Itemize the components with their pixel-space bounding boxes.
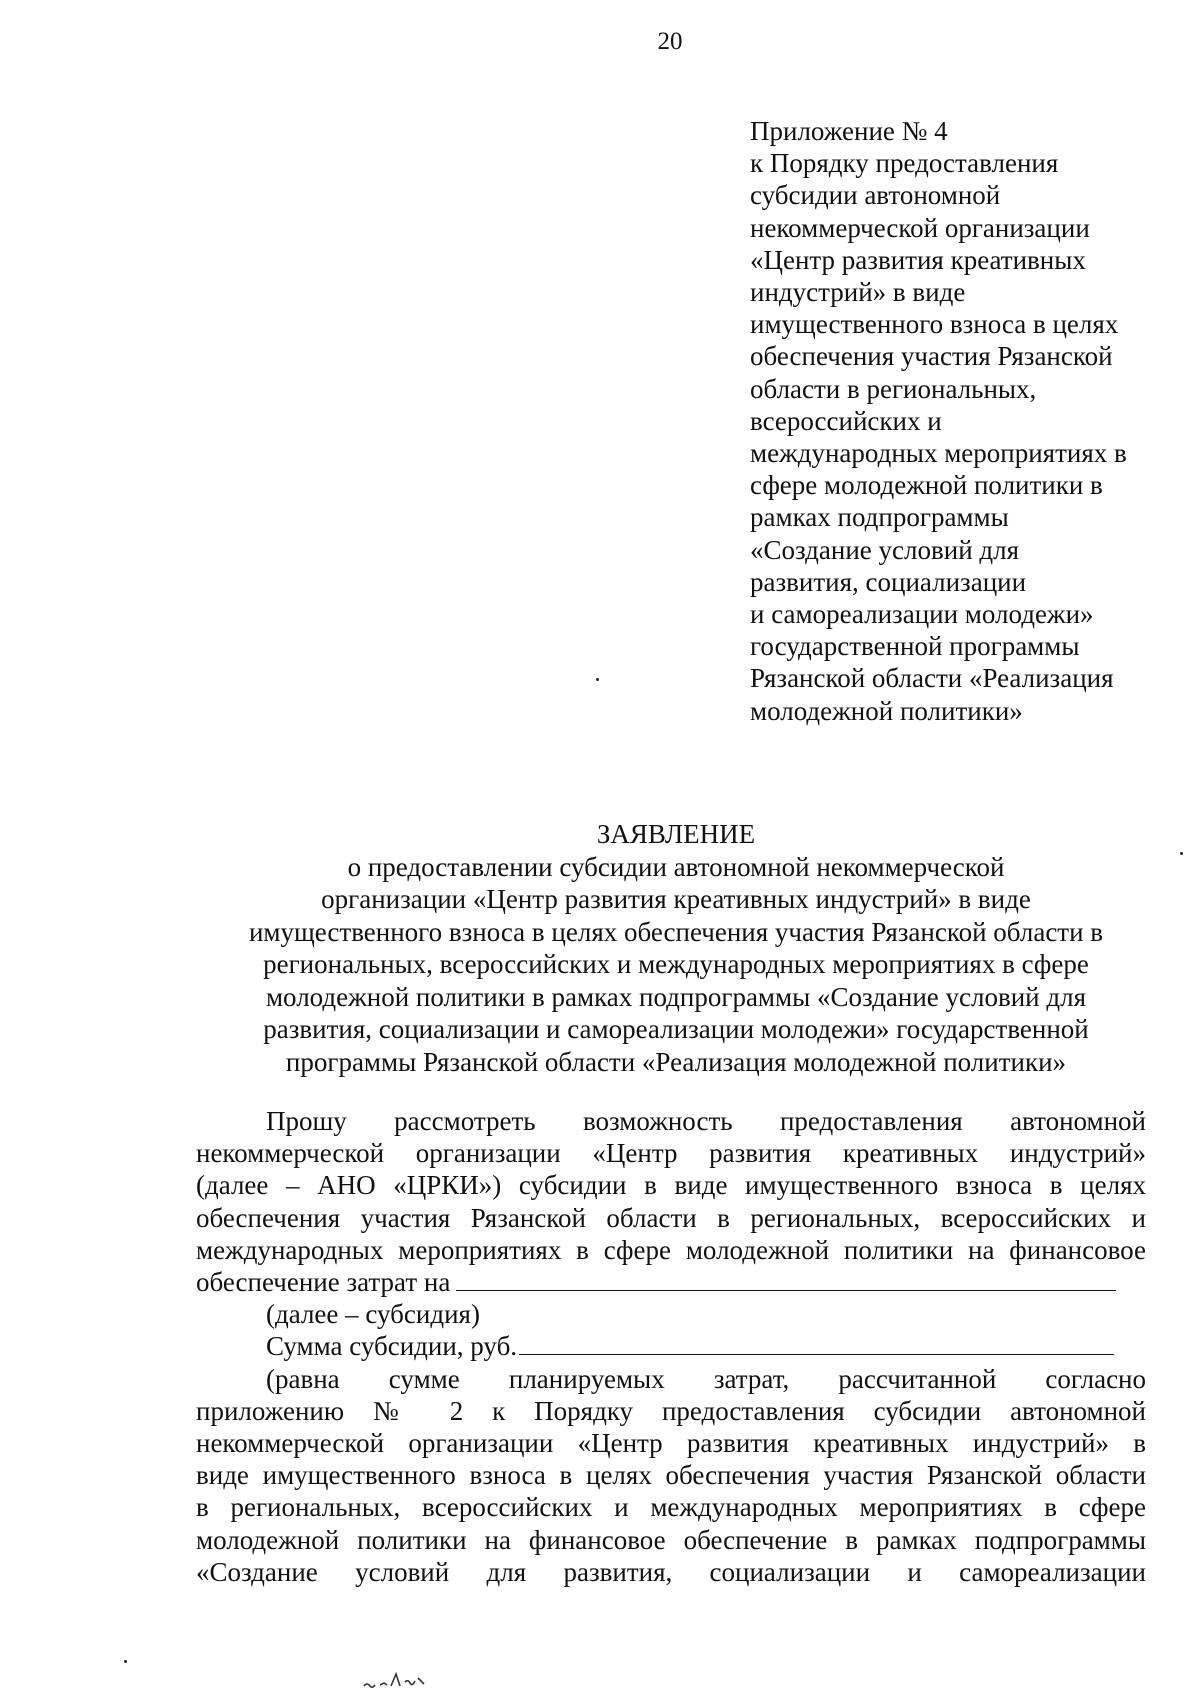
statement-subtitle-line: программы Рязанской области «Реализация молодежной политики»: [285, 1046, 1067, 1077]
body-line: «Создание условий для развития, социализации и самореализации: [196, 1556, 1146, 1587]
appendix-line: «Создание условий для: [750, 534, 1020, 565]
appendix-line: Рязанской области «Реализация: [750, 663, 1114, 694]
statement-title-block: [196, 818, 1156, 1078]
costs-label: обеспечение затрат на: [196, 1267, 451, 1298]
statement-subtitle-line: молодежной политики в рамках подпрограммы «Создание условий для: [265, 981, 1087, 1012]
body-line: приложению № 2 к Порядку предоставления субсидии автономной: [196, 1395, 1146, 1426]
sum-label: Сумма субсидии, руб.: [266, 1331, 518, 1362]
appendix-line: Приложение № 4: [750, 116, 948, 146]
statement-title: ЗАЯВЛЕНИЕ: [596, 819, 756, 849]
sum-row: [196, 1330, 1146, 1362]
body-line: молодежной политики на финансовое обеспечение в рамках подпрограммы: [196, 1524, 1146, 1555]
statement-subtitle-line: организации «Центр развития креативных индустрий» в виде: [321, 884, 1031, 914]
scan-speck: [596, 678, 599, 681]
body-line: международных мероприятиях в сфере молодежной политики на финансовое: [196, 1234, 1146, 1265]
appendix-header: [750, 115, 1190, 727]
statement-subtitle-line: о предоставлении субсидии автономной некоммерческой: [347, 851, 1005, 882]
body-line: в региональных, всероссийских и международных мероприятиях в сфере: [196, 1492, 1146, 1523]
scan-speck: [124, 1660, 127, 1663]
appendix-line: субсидии автономной: [750, 180, 1001, 211]
body-line: некоммерческой организации «Центр развития креативных индустрий» в: [196, 1428, 1146, 1459]
body-line: некоммерческой организации «Центр развития креативных индустрий»: [196, 1138, 1146, 1169]
costs-blank-line[interactable]: [456, 1266, 1116, 1291]
sum-blank-line[interactable]: [519, 1330, 1114, 1355]
appendix-line: развития, социализации: [750, 566, 1027, 597]
appendix-line: рамках подпрограммы: [750, 502, 1009, 533]
appendix-line: области в региональных,: [750, 373, 1037, 404]
appendix-line: сфере молодежной политики в: [750, 470, 1103, 501]
body-line: виде имущественного взноса в целях обеспечения участия Рязанской области: [196, 1460, 1146, 1491]
subsidy-note: (далее – субсидия): [266, 1299, 480, 1330]
body-line: (далее – АНО «ЦРКИ») субсидии в виде имущественного взноса в целях: [196, 1170, 1146, 1201]
appendix-line: индустрий» в виде: [750, 277, 966, 308]
statement-subtitle-line: региональных, всероссийских и международных мероприятиях в сфере: [263, 949, 1089, 979]
statement-subtitle-line: развития, социализации и самореализации молодежи» государственной: [263, 1014, 1089, 1044]
appendix-line: всероссийских и: [750, 405, 942, 436]
appendix-line: молодежной политики»: [750, 695, 1023, 726]
appendix-line: некоммерческой организации: [750, 212, 1090, 243]
body-line: Прошу рассмотреть возможность предоставления автономной: [266, 1106, 1146, 1136]
statement-subtitle-line: имущественного взноса в целях обеспечения участия Рязанской области в: [248, 916, 1104, 947]
body-line: (равна сумме планируемых затрат, рассчитанной согласно: [266, 1363, 1146, 1394]
costs-row: [196, 1266, 1146, 1298]
appendix-line: обеспечения участия Рязанской: [750, 341, 1113, 372]
handwritten-mark: [360, 1670, 430, 1694]
statement-body: [196, 1105, 1146, 1588]
scan-speck: [1180, 852, 1183, 855]
appendix-line: международных мероприятиях в: [750, 438, 1127, 469]
appendix-line: «Центр развития креативных: [750, 244, 1086, 275]
appendix-line: имущественного взноса в целях: [750, 309, 1119, 340]
page-number: 20: [657, 28, 683, 55]
appendix-line: и самореализации молодежи»: [750, 599, 1094, 630]
appendix-line: государственной программы: [750, 631, 1080, 662]
body-line: обеспечения участия Рязанской области в региональных, всероссийских и: [196, 1202, 1146, 1233]
appendix-line: к Порядку предоставления: [750, 148, 1059, 179]
